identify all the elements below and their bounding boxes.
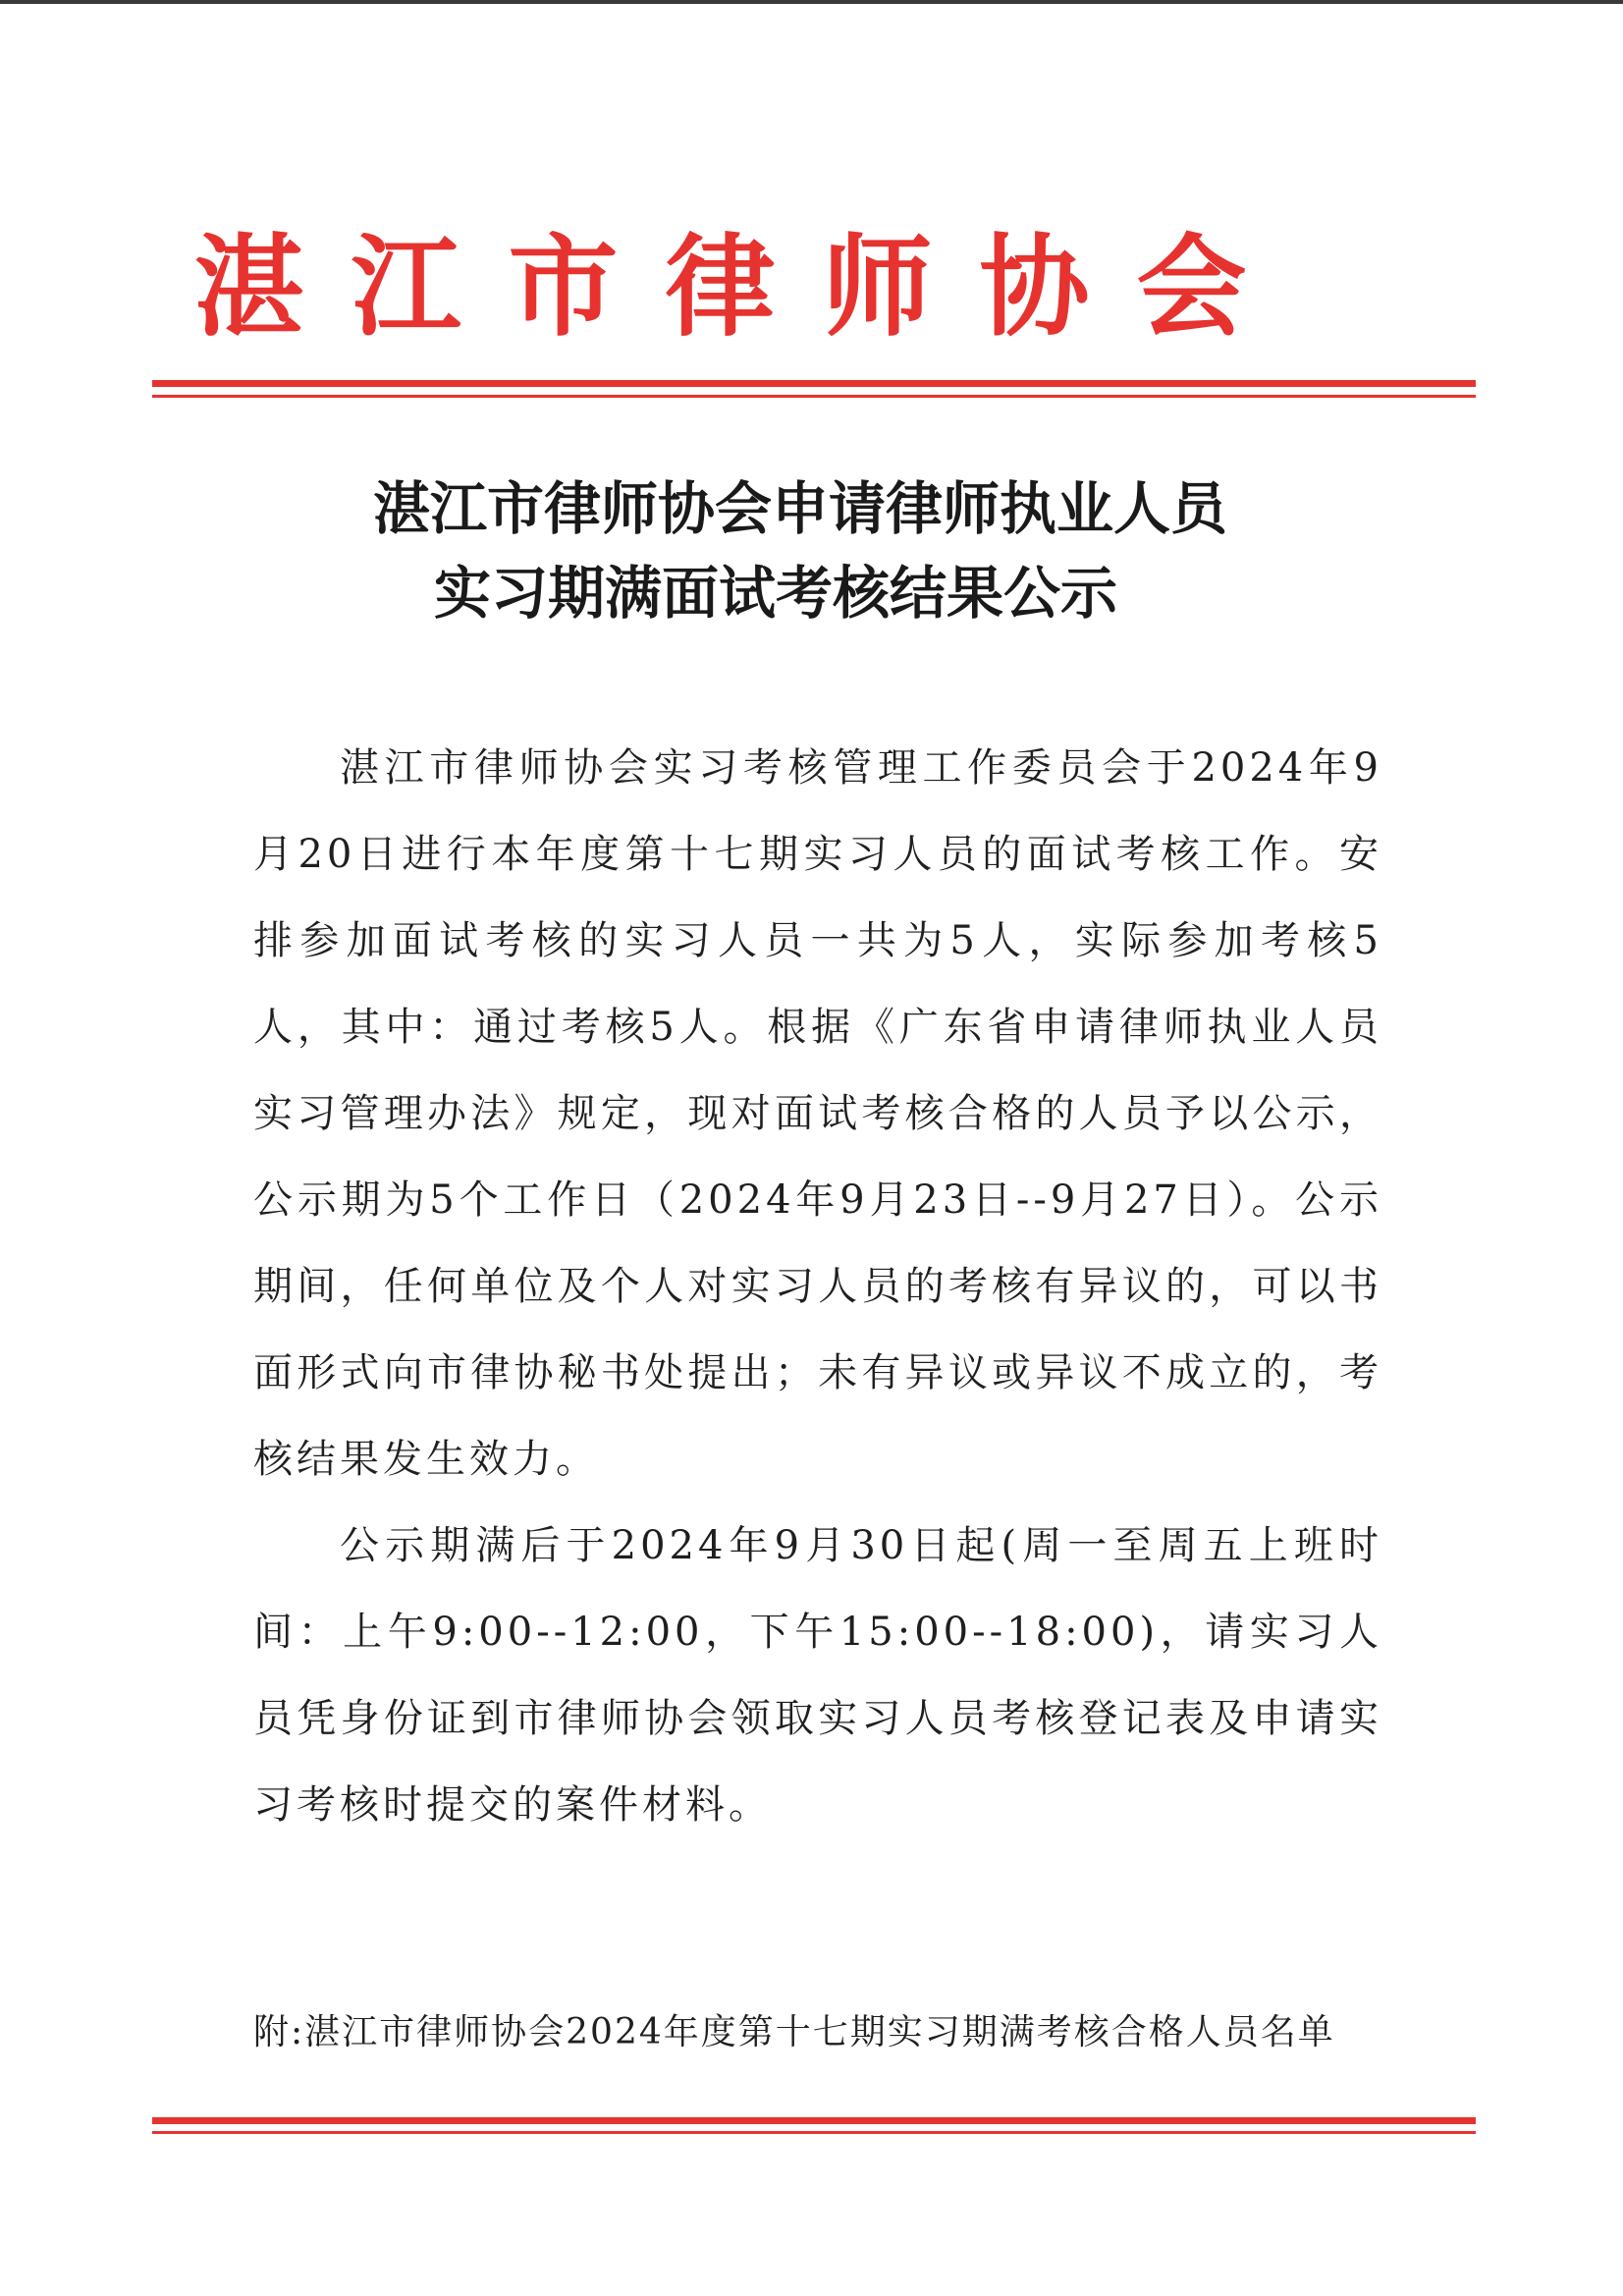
body-paragraph-1: 湛江市律师协会实习考核管理工作委员会于2024年9月20日进行本年度第十七期实习人员的面试考核工作。安排参加面试考核的实习人员一共为5人，实际参加考核5人，其中：通过考核5人。根据《广东省申请律师执业人员实习管理办法》规定，现对面试考核合格的人员予以公示，公示期为5个工作日（2024年9月23日--9月27日）。公示期间，任何单位及个人对实习人员的考核有异议的，可以书面形式向市律协秘书处提出；未有异议或异议不成立的，考核结果发生效力。 — [253, 745, 1382, 1482]
title-line-2: 实习期满面试考核结果公示 — [434, 560, 1118, 627]
header-rule-thin — [152, 395, 1476, 398]
title-line-1: 湛江市律师协会申请律师执业人员 — [373, 475, 1228, 542]
document-title — [324, 466, 1306, 635]
footer-rule-thick — [152, 2117, 1476, 2124]
header-rule-thick — [152, 380, 1476, 387]
footer-rule-thin — [152, 2131, 1476, 2134]
body-paragraph-2: 公示期满后于2024年9月30日起(周一至周五上班时间：上午9:00--12:00，下午15:00--18:00)，请实习人员凭身份证到市律师协会领取实习人员考核登记表及申请实习考核时提交的案件材料。 — [253, 1523, 1382, 1828]
scan-edge — [0, 0, 1623, 4]
org-name-header: 湛江市律师协会 — [193, 224, 1294, 352]
document-body — [253, 725, 1382, 1848]
attachment-note: 附:湛江市律师协会2024年度第十七期实习期满考核合格人员名单 — [253, 2012, 1335, 2052]
